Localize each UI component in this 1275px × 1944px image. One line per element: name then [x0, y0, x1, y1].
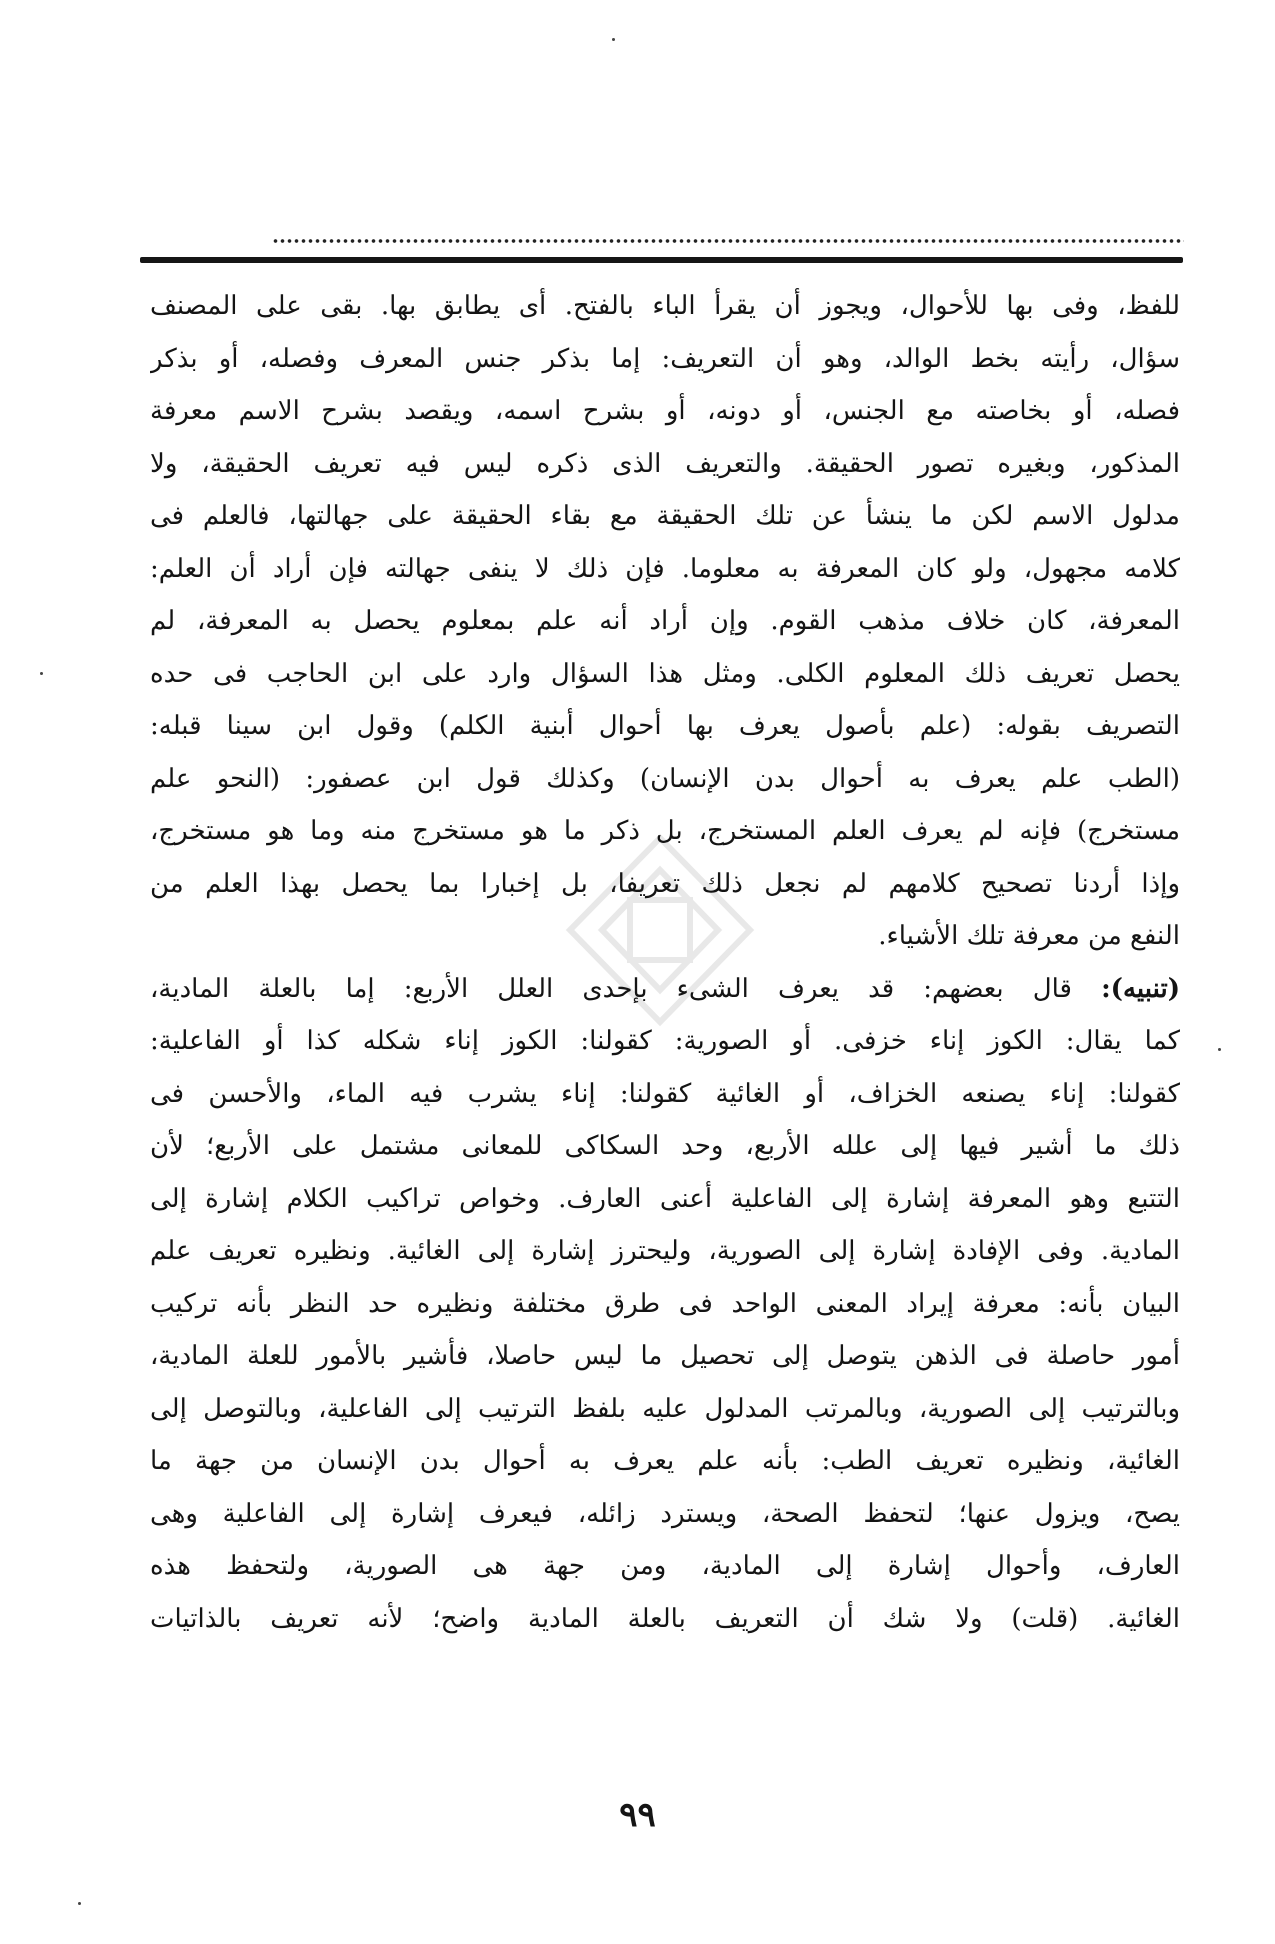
text-line: يحصل تعريف ذلك المعلوم الكلى. ومثل هذا السؤال وارد على ابن الحاجب فى حده [150, 658, 1180, 689]
text-line: للفظ، وفى بها للأحوال، ويجوز أن يقرأ الباء بالفتح. أى يطابق بها. بقى على المصنف [150, 291, 1180, 321]
text-line: (الطب علم يعرف به أحوال بدن الإنسان) وكذلك قول ابن عصفور: (النحو علم [150, 763, 1180, 794]
text-line: كقولنا: إناء يصنعه الخزاف، أو الغائية كقولنا: إناء يشرب فيه الماء، والأحسن فى [150, 1078, 1180, 1109]
text-line: كلامه مجهول، ولو كان المعرفة به معلوما. فإن ذلك لا ينفى جهالته فإن أراد أن العلم: [150, 553, 1180, 584]
text-line: المذكور، وبغيره تصور الحقيقة. والتعريف الذى ذكره ليس فيه تعريف الحقيقة، ولا [150, 448, 1180, 479]
header-rule [140, 257, 1183, 263]
page-number: ٩٩ [619, 1795, 656, 1835]
text-line: النفع من معرفة تلك الأشياء. [878, 921, 1180, 951]
text-line: المادية. وفى الإفادة إشارة إلى الصورية، وليحترز إشارة إلى الغائية. ونظيره تعريف علم [150, 1236, 1180, 1266]
text-line: العارف، وأحوال إشارة إلى المادية، ومن جهة هى الصورية، ولتحفظ هذه [150, 1551, 1180, 1581]
scan-speck [612, 38, 615, 41]
text-line: الغائية، ونظيره تعريف الطب: بأنه علم يعرف به أحوال بدن الإنسان من جهة ما [150, 1446, 1180, 1476]
text-line: البيان بأنه: معرفة إيراد المعنى الواحد فى طرق مختلفة ونظيره حد النظر بأنه تركيب [150, 1288, 1180, 1319]
text-line: وبالترتيب إلى الصورية، وبالمرتب المدلول عليه بلفظ الترتيب إلى الفاعلية، وبالتوصل إلى [150, 1393, 1180, 1424]
text-line: أمور حاصلة فى الذهن يتوصل إلى تحصيل ما ليس حاصلا، فأشير بالأمور للعلة المادية، [150, 1341, 1180, 1371]
text-line: (تنبيه): قال بعضهم: قد يعرف الشىء بإحدى العلل الأربع: إما بالعلة المادية، [150, 973, 1180, 1004]
scan-speck [78, 1902, 81, 1905]
text-line: المعرفة، كان خلاف مذهب القوم. وإن أراد أنه علم بمعلوم يحصل به المعرفة، لم [150, 606, 1180, 636]
text-line: يصح، ويزول عنها؛ لتحفظ الصحة، ويسترد زائله، فيعرف إشارة إلى الفاعلية وهى [150, 1498, 1180, 1529]
text-line: سؤال، رأيته بخط الوالد، وهو أن التعريف: إما بذكر جنس المعرف وفصله، أو بذكر [150, 343, 1180, 374]
body-text [150, 280, 1180, 1760]
text-line: مدلول الاسم لكن ما ينشأ عن تلك الحقيقة مع بقاء الحقيقة على جهالتها، فالعلم فى [150, 501, 1180, 531]
paragraph-lead: (تنبيه): [1101, 973, 1180, 1004]
text-line: التتبع وهو المعرفة إشارة إلى الفاعلية أعنى العارف. وخواص تراكيب الكلام إشارة إلى [150, 1183, 1180, 1214]
text-line: الغائية. (قلت) ولا شك أن التعريف بالعلة المادية واضح؛ لأنه تعريف بالذاتيات [150, 1603, 1180, 1634]
scan-speck [40, 672, 43, 675]
text-line: فصله، أو بخاصته مع الجنس، أو دونه، أو بشرح اسمه، ويقصد بشرح الاسم معرفة [150, 396, 1180, 426]
text-line: وإذا أردنا تصحيح كلامهم لم نجعل ذلك تعريفا، بل إخبارا بما يحصل بهذا العلم من [150, 868, 1180, 899]
text-line: ذلك ما أشير فيها إلى علله الأربع، وحد السكاكى للمعانى مشتمل على الأربع؛ لأن [150, 1131, 1180, 1161]
header-dotted-rule [272, 238, 1184, 244]
text-line: مستخرج) فإنه لم يعرف العلم المستخرج، بل ذكر ما هو مستخرج منه وما هو مستخرج، [150, 816, 1180, 846]
scan-speck [1218, 1048, 1221, 1051]
text-line: التصريف بقوله: (علم بأصول يعرف بها أحوال أبنية الكلم) وقول ابن سينا قبله: [150, 711, 1180, 741]
text-line: كما يقال: الكوز إناء خزفى. أو الصورية: كقولنا: الكوز إناء شكله كذا أو الفاعلية: [150, 1026, 1180, 1056]
